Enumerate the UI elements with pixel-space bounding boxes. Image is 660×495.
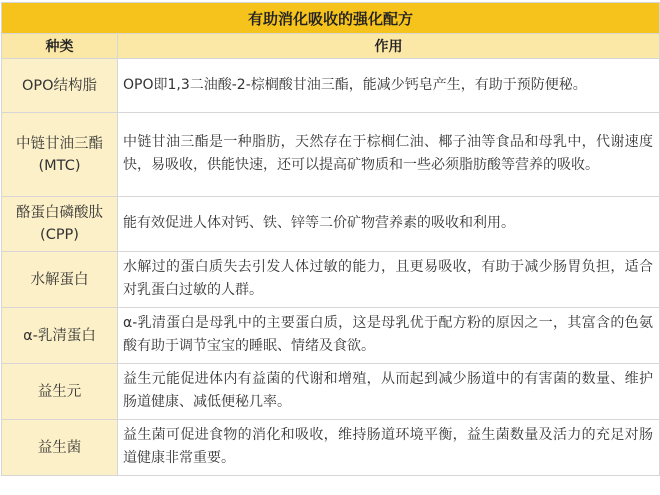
header-effect: 作用 <box>118 34 660 59</box>
table-title: 有助消化吸收的强化配方 <box>2 3 660 34</box>
title-row <box>2 3 660 34</box>
table-row <box>2 364 660 420</box>
row-desc: OPO即1,3二油酸-2-棕榈酸甘油三酯，能减少钙皂产生，有助于预防便秘。 <box>118 59 660 113</box>
row-desc: 能有效促进人体对钙、铁、锌等二价矿物营养素的吸收和利用。 <box>118 197 660 252</box>
formula-table-container <box>1 2 659 476</box>
table-row <box>2 197 660 252</box>
row-desc: 中链甘油三酯是一种脂肪，天然存在于棕榈仁油、椰子油等食品和母乳中，代谢速度快，易吸收，供能快速，还可以提高矿物质和一些必须脂肪酸等营养的吸收。 <box>118 113 660 197</box>
row-desc: 水解过的蛋白质失去引发人体过敏的能力，且更易吸收，有助于减少肠胃负担，适合对乳蛋白过敏的人群。 <box>118 252 660 308</box>
row-desc: 益生元能促进体内有益菌的代谢和增殖，从而起到减少肠道中的有害菌的数量、维护肠道健康、减低便秘几率。 <box>118 364 660 420</box>
header-type: 种类 <box>2 34 118 59</box>
row-name: α-乳清蛋白 <box>2 308 118 364</box>
table-row <box>2 59 660 113</box>
row-desc: α-乳清蛋白是母乳中的主要蛋白质，这是母乳优于配方粉的原因之一，其富含的色氨酸有助于调节宝宝的睡眠、情绪及食欲。 <box>118 308 660 364</box>
row-name: OPO结构脂 <box>2 59 118 113</box>
formula-table <box>1 2 660 476</box>
table-row <box>2 420 660 476</box>
table-row <box>2 113 660 197</box>
row-name: 中链甘油三酯(MTC) <box>2 113 118 197</box>
row-name: 水解蛋白 <box>2 252 118 308</box>
row-desc: 益生菌可促进食物的消化和吸收，维持肠道环境平衡，益生菌数量及活力的充足对肠道健康非常重要。 <box>118 420 660 476</box>
row-name: 益生菌 <box>2 420 118 476</box>
row-name: 酪蛋白磷酸肽(CPP) <box>2 197 118 252</box>
row-name: 益生元 <box>2 364 118 420</box>
table-row <box>2 308 660 364</box>
table-row <box>2 252 660 308</box>
header-row <box>2 34 660 59</box>
